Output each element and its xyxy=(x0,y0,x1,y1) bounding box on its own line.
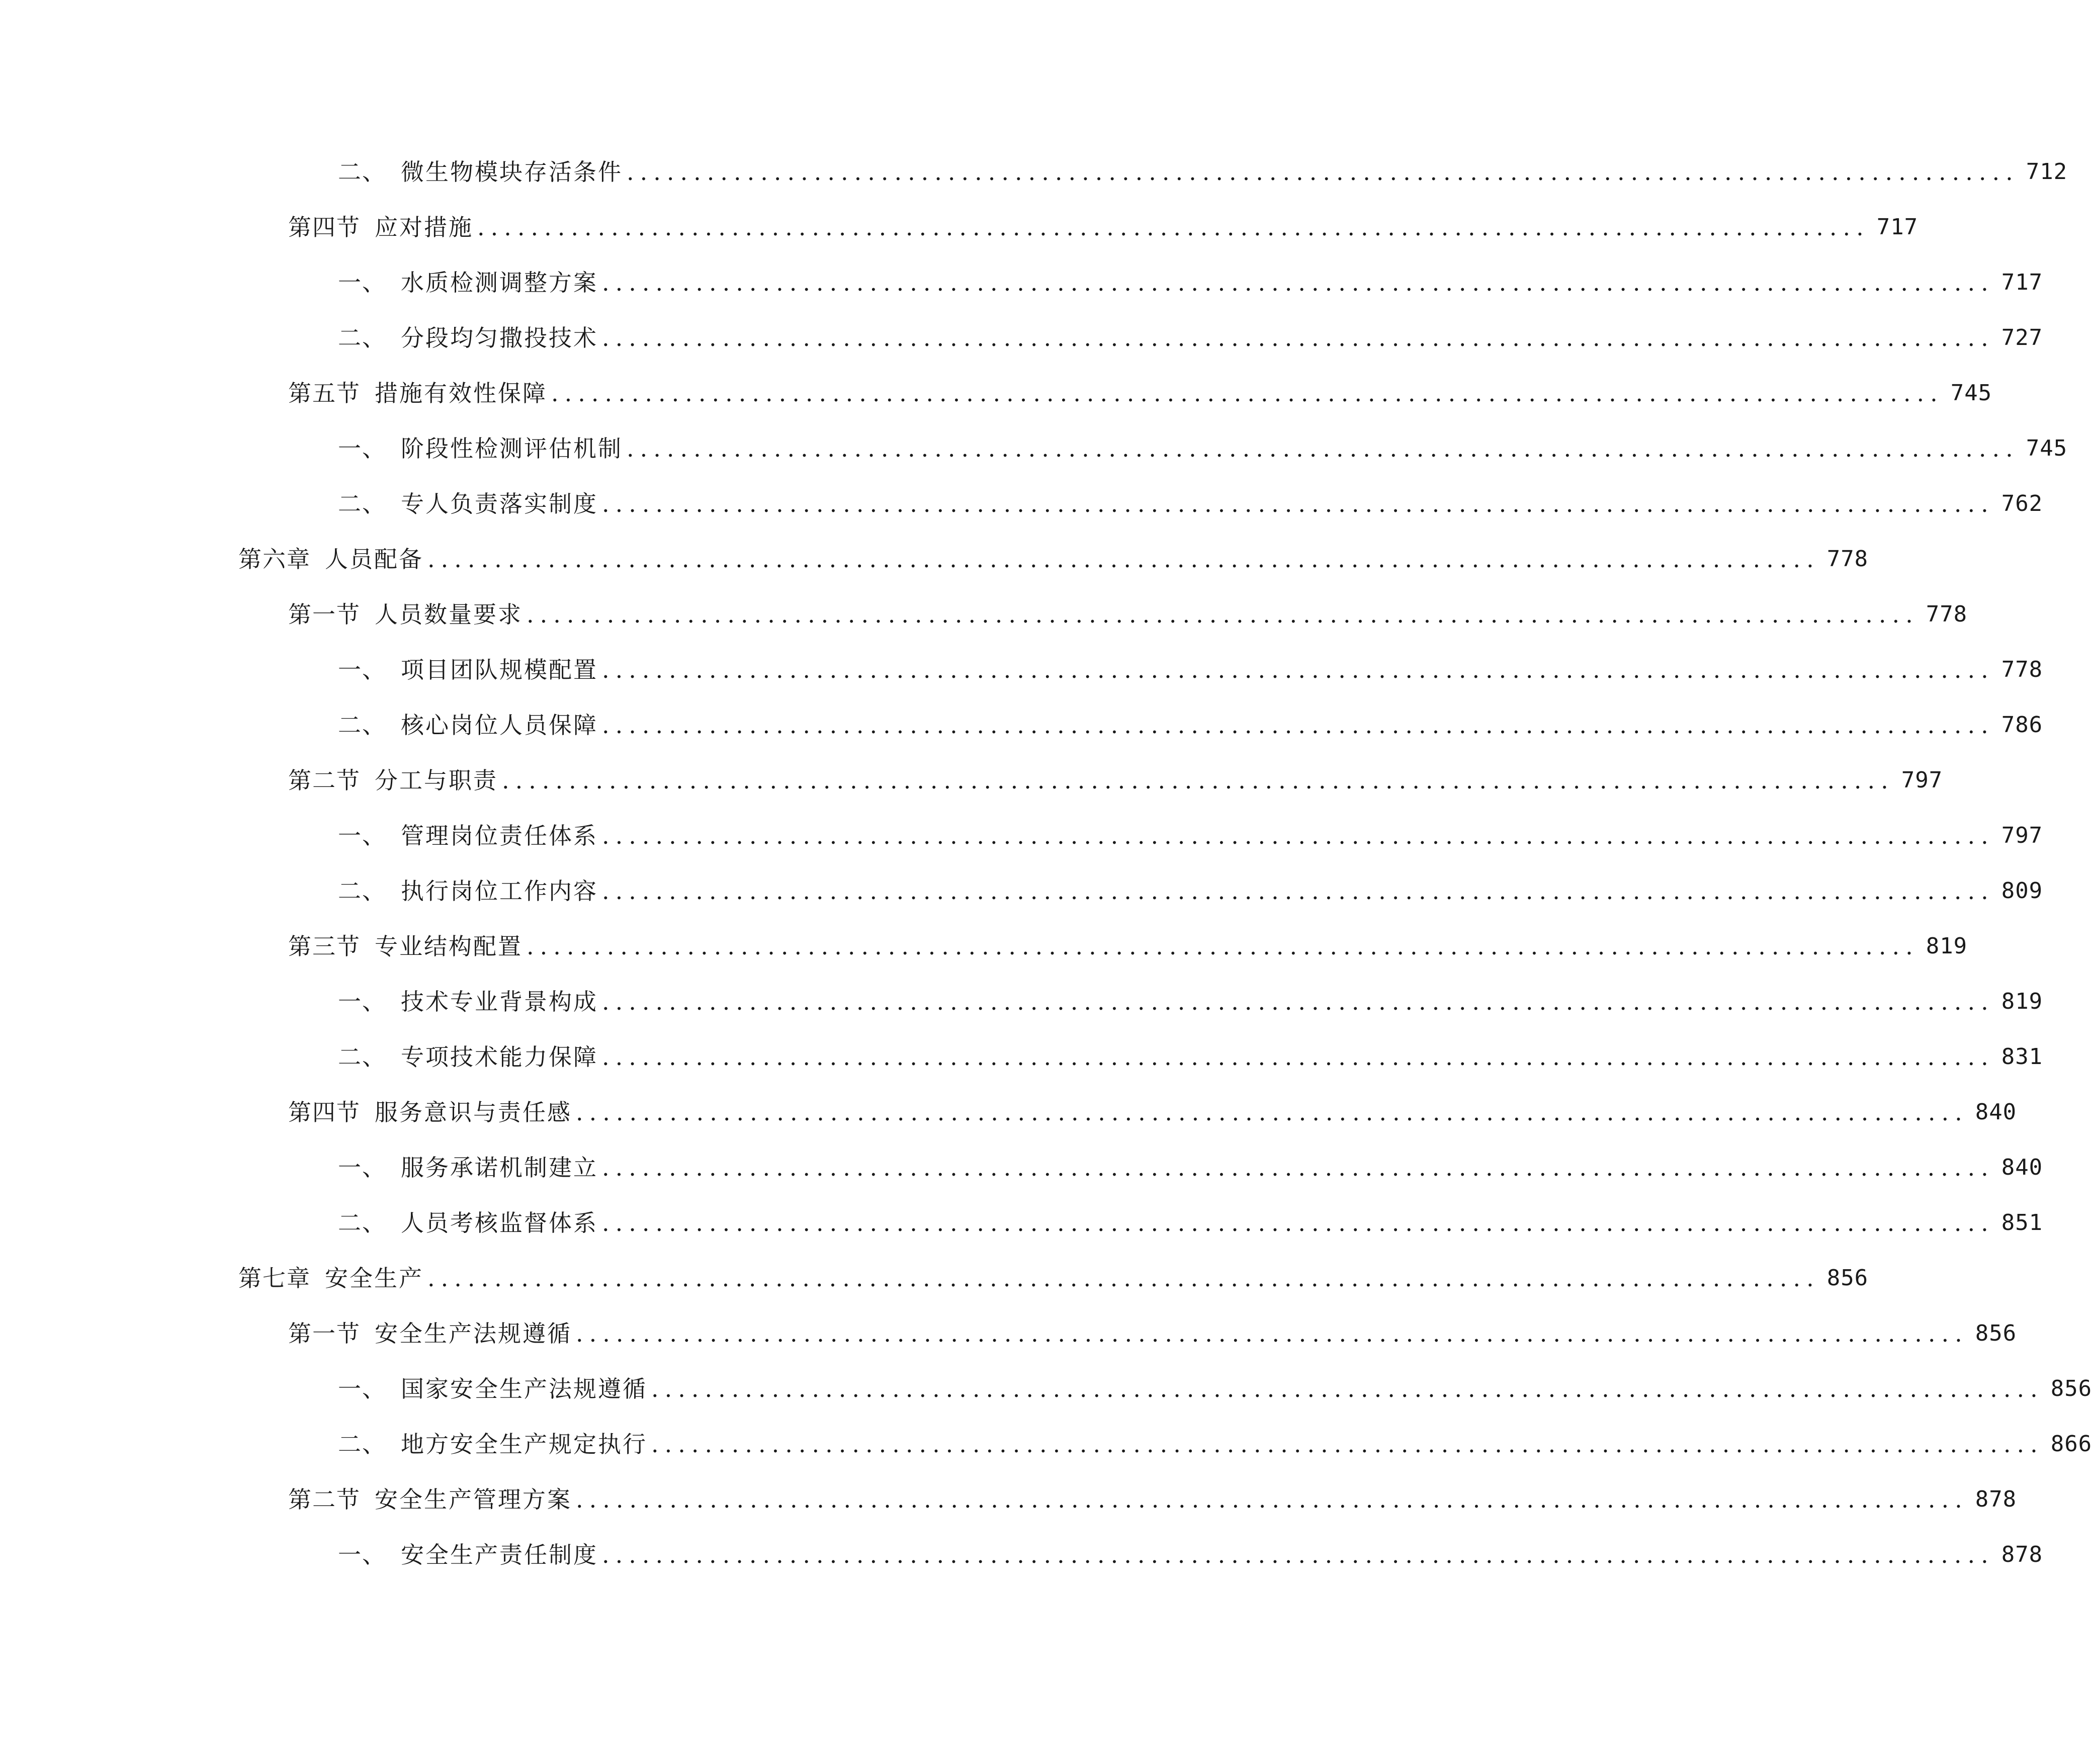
entry-title: 阶段性检测评估机制 xyxy=(401,435,623,462)
entry-title: 地方安全生产规定执行 xyxy=(401,1431,647,1458)
dot-leader: ........................................................................................................ xyxy=(602,490,1994,517)
dot-leader: ........................................................................................................ xyxy=(427,546,1820,573)
dot-leader: ........................................................................................................ xyxy=(576,1099,1968,1126)
toc-entry[interactable] xyxy=(238,1252,1869,1292)
entry-number: 第四节 xyxy=(288,214,361,241)
toc-entry[interactable] xyxy=(338,976,2043,1016)
toc-entry[interactable] xyxy=(288,920,1968,960)
toc-entry[interactable] xyxy=(338,256,2043,297)
entry-number: 第四节 xyxy=(288,1099,361,1126)
dot-leader: ........................................................................................................ xyxy=(602,988,1994,1015)
toc-entry[interactable] xyxy=(338,146,2068,186)
entry-page-number: 878 xyxy=(2001,1542,2043,1567)
entry-title: 服务意识与责任感 xyxy=(375,1099,572,1126)
entry-page-number: 762 xyxy=(2001,491,2043,516)
entry-page-number: 786 xyxy=(2001,712,2043,738)
toc-entry[interactable] xyxy=(338,644,2043,684)
entry-number: 第二节 xyxy=(288,1486,361,1513)
entry-number: 第七章 xyxy=(238,1265,311,1292)
entry-page-number: 717 xyxy=(1876,214,1919,240)
dot-leader: ........................................................................................................ xyxy=(602,656,1994,683)
toc-entry[interactable] xyxy=(288,1473,2017,1514)
entry-title: 项目团队规模配置 xyxy=(401,656,598,683)
entry-title: 国家安全生产法规遵循 xyxy=(401,1375,647,1402)
entry-page-number: 819 xyxy=(1926,933,1968,959)
entry-title: 分段均匀撒投技术 xyxy=(401,324,598,351)
dot-leader: ........................................................................................................ xyxy=(527,601,1919,628)
entry-page-number: 866 xyxy=(2050,1431,2092,1457)
dot-leader: ........................................................................................................ xyxy=(427,1265,1820,1292)
dot-leader: ........................................................................................................ xyxy=(551,380,1944,407)
entry-page-number: 851 xyxy=(2001,1210,2043,1236)
entry-number: 第二节 xyxy=(288,767,361,794)
toc-entry[interactable] xyxy=(338,1529,2043,1569)
dot-leader: ........................................................................................................ xyxy=(651,1375,2044,1402)
entry-number: 第五节 xyxy=(288,380,361,407)
entry-page-number: 778 xyxy=(1926,601,1968,627)
entry-title: 安全生产责任制度 xyxy=(401,1541,598,1568)
dot-leader: ........................................................................................................ xyxy=(627,158,2019,186)
toc-entry[interactable] xyxy=(288,367,1992,407)
toc-entry[interactable] xyxy=(238,533,1869,573)
toc-entry[interactable] xyxy=(288,754,1943,795)
toc-entry[interactable] xyxy=(338,865,2043,905)
entry-title: 管理岗位责任体系 xyxy=(401,822,598,849)
toc-entry[interactable] xyxy=(288,1307,2017,1348)
entry-number: 一、 xyxy=(338,656,386,683)
entry-title: 水质检测调整方案 xyxy=(401,269,598,296)
entry-title: 微生物模块存活条件 xyxy=(401,158,623,186)
entry-title: 执行岗位工作内容 xyxy=(401,877,598,905)
entry-title: 专业结构配置 xyxy=(375,933,522,960)
dot-leader: ........................................................................................................ xyxy=(576,1320,1968,1347)
entry-number: 第六章 xyxy=(238,546,311,573)
dot-leader: ........................................................................................................ xyxy=(527,933,1919,960)
entry-number: 二、 xyxy=(338,877,386,905)
entry-title: 专项技术能力保障 xyxy=(401,1043,598,1071)
toc-entry[interactable] xyxy=(338,699,2043,739)
entry-number: 一、 xyxy=(338,269,386,296)
toc-entry[interactable] xyxy=(338,1363,2092,1403)
entry-page-number: 819 xyxy=(2001,989,2043,1014)
toc-entry[interactable] xyxy=(288,1086,2017,1126)
entry-number: 一、 xyxy=(338,822,386,849)
entry-number: 二、 xyxy=(338,1209,386,1237)
entry-page-number: 745 xyxy=(2026,435,2068,461)
toc-entry[interactable] xyxy=(338,312,2043,352)
entry-page-number: 840 xyxy=(2001,1155,2043,1180)
entry-number: 二、 xyxy=(338,1043,386,1071)
dot-leader: ........................................................................................................ xyxy=(602,1541,1994,1568)
entry-title: 服务承诺机制建立 xyxy=(401,1154,598,1181)
dot-leader: ........................................................................................................ xyxy=(602,877,1994,905)
entry-number: 一、 xyxy=(338,435,386,462)
entry-page-number: 831 xyxy=(2001,1044,2043,1070)
entry-page-number: 727 xyxy=(2001,325,2043,350)
entry-page-number: 778 xyxy=(2001,657,2043,682)
entry-page-number: 856 xyxy=(2050,1376,2092,1401)
toc-entry[interactable] xyxy=(338,1418,2092,1458)
entry-number: 第一节 xyxy=(288,601,361,628)
entry-title: 安全生产法规遵循 xyxy=(375,1320,572,1347)
entry-title: 安全生产管理方案 xyxy=(375,1486,572,1513)
entry-number: 二、 xyxy=(338,712,386,739)
entry-page-number: 797 xyxy=(2001,823,2043,848)
entry-number: 一、 xyxy=(338,1154,386,1181)
dot-leader: ........................................................................................................ xyxy=(602,1154,1994,1181)
entry-title: 专人负责落实制度 xyxy=(401,490,598,517)
entry-page-number: 856 xyxy=(1975,1320,2017,1346)
dot-leader: ........................................................................................................ xyxy=(502,767,1894,794)
dot-leader: ........................................................................................................ xyxy=(477,214,1870,241)
toc-entry[interactable] xyxy=(288,588,1968,629)
entry-page-number: 745 xyxy=(1950,380,1992,406)
entry-page-number: 809 xyxy=(2001,878,2043,904)
entry-title: 人员数量要求 xyxy=(375,601,522,628)
dot-leader: ........................................................................................................ xyxy=(602,324,1994,351)
dot-leader: ........................................................................................................ xyxy=(602,1043,1994,1071)
entry-number: 一、 xyxy=(338,988,386,1015)
entry-number: 第一节 xyxy=(288,1320,361,1347)
entry-number: 一、 xyxy=(338,1541,386,1568)
entry-page-number: 797 xyxy=(1901,767,1943,793)
entry-number: 一、 xyxy=(338,1375,386,1402)
toc-entry[interactable] xyxy=(338,1141,2043,1182)
entry-number: 二、 xyxy=(338,490,386,517)
entry-page-number: 717 xyxy=(2001,270,2043,295)
entry-title: 措施有效性保障 xyxy=(375,380,547,407)
dot-leader: ........................................................................................................ xyxy=(602,269,1994,296)
dot-leader: ........................................................................................................ xyxy=(651,1431,2044,1458)
toc-entry[interactable] xyxy=(338,1031,2043,1071)
toc-entry[interactable] xyxy=(288,201,1919,241)
entry-page-number: 856 xyxy=(1826,1265,1869,1291)
dot-leader: ........................................................................................................ xyxy=(602,712,1994,739)
entry-title: 核心岗位人员保障 xyxy=(401,712,598,739)
entry-title: 技术专业背景构成 xyxy=(401,988,598,1015)
dot-leader: ........................................................................................................ xyxy=(627,435,2019,462)
entry-number: 二、 xyxy=(338,158,386,186)
entry-title: 安全生产 xyxy=(325,1265,423,1292)
entry-page-number: 878 xyxy=(1975,1486,2017,1512)
dot-leader: ........................................................................................................ xyxy=(576,1486,1968,1513)
toc-entry[interactable] xyxy=(338,478,2043,518)
toc-entry[interactable] xyxy=(338,1197,2043,1237)
entry-title: 人员考核监督体系 xyxy=(401,1209,598,1237)
entry-page-number: 778 xyxy=(1826,546,1869,572)
dot-leader: ........................................................................................................ xyxy=(602,822,1994,849)
entry-title: 应对措施 xyxy=(375,214,473,241)
entry-title: 人员配备 xyxy=(325,546,423,573)
entry-page-number: 840 xyxy=(1975,1099,2017,1125)
toc-entry[interactable] xyxy=(338,810,2043,850)
toc-entry[interactable] xyxy=(338,422,2068,463)
entry-title: 分工与职责 xyxy=(375,767,498,794)
entry-number: 第三节 xyxy=(288,933,361,960)
entry-number: 二、 xyxy=(338,324,386,351)
dot-leader: ........................................................................................................ xyxy=(602,1209,1994,1237)
entry-number: 二、 xyxy=(338,1431,386,1458)
entry-page-number: 712 xyxy=(2026,159,2068,185)
